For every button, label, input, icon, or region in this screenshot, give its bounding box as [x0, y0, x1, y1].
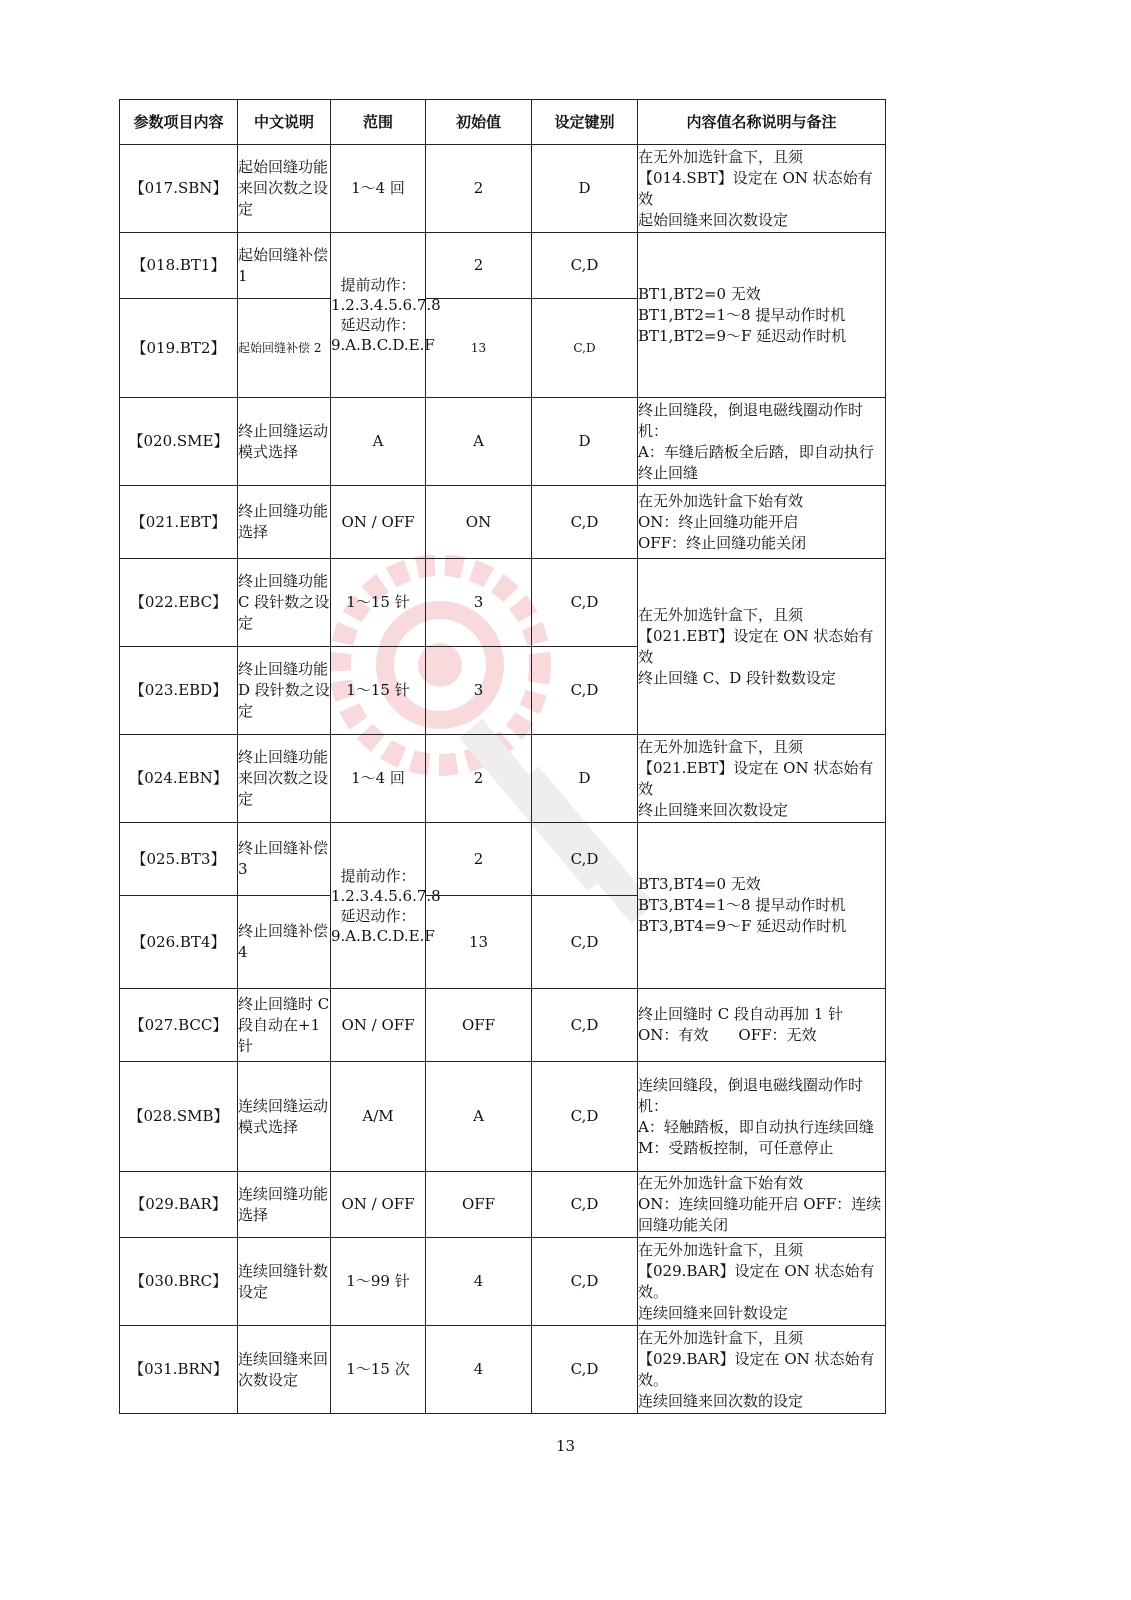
param-key: C,D — [532, 299, 638, 398]
param-range: ON / OFF — [331, 989, 426, 1062]
param-range: 提前动作：1.2.3.4.5.6.7.8 延迟动作：9.A.B.C.D.E.F — [331, 823, 426, 989]
param-init: ON — [426, 486, 532, 559]
header-desc: 中文说明 — [238, 100, 331, 145]
param-key: C,D — [532, 1238, 638, 1326]
param-init: 4 — [426, 1238, 532, 1326]
param-init: 3 — [426, 647, 532, 735]
param-init: 2 — [426, 145, 532, 233]
param-desc: 终止回缝功能 D 段针数之设定 — [238, 647, 331, 735]
param-desc: 连续回缝来回次数设定 — [238, 1326, 331, 1414]
param-key: C,D — [532, 989, 638, 1062]
table-row — [120, 735, 886, 823]
header-key: 设定键别 — [532, 100, 638, 145]
param-code: 【024.EBN】 — [120, 735, 238, 823]
param-key: C,D — [532, 896, 638, 989]
param-range: 1～15 针 — [331, 559, 426, 647]
param-code: 【028.SMB】 — [120, 1062, 238, 1172]
param-desc: 连续回缝针数设定 — [238, 1238, 331, 1326]
param-code: 【023.EBD】 — [120, 647, 238, 735]
param-range: 1～4 回 — [331, 735, 426, 823]
parameter-table — [119, 99, 886, 1414]
table-row — [120, 559, 886, 647]
param-range: 1～15 次 — [331, 1326, 426, 1414]
param-desc: 终止回缝运动模式选择 — [238, 398, 331, 486]
param-range: A — [331, 398, 426, 486]
param-code: 【030.BRC】 — [120, 1238, 238, 1326]
table-row — [120, 486, 886, 559]
table-row — [120, 398, 886, 486]
param-init: A — [426, 398, 532, 486]
table-row — [120, 1238, 886, 1326]
param-desc: 终止回缝补偿 4 — [238, 896, 331, 989]
param-key: C,D — [532, 647, 638, 735]
param-note: 在无外加选针盒下，且须【029.BAR】设定在 ON 状态始有效。 连续回缝来回次数的设定 — [638, 1326, 886, 1414]
param-desc: 起始回缝补偿 1 — [238, 233, 331, 299]
param-desc: 终止回缝功能 C 段针数之设定 — [238, 559, 331, 647]
param-note: BT3,BT4=0 无效 BT3,BT4=1～8 提早动作时机 BT3,BT4=9～F 延迟动作时机 — [638, 823, 886, 989]
param-desc: 终止回缝功能来回次数之设定 — [238, 735, 331, 823]
param-code: 【029.BAR】 — [120, 1172, 238, 1238]
param-key: C,D — [532, 823, 638, 896]
param-code: 【020.SME】 — [120, 398, 238, 486]
param-note: BT1,BT2=0 无效 BT1,BT2=1～8 提早动作时机 BT1,BT2=9～F 延迟动作时机 — [638, 233, 886, 398]
param-note: 在无外加选针盒下，且须【014.SBT】设定在 ON 状态始有效 起始回缝来回次数设定 — [638, 145, 886, 233]
param-init: 2 — [426, 233, 532, 299]
param-init: 13 — [426, 299, 532, 398]
param-init: 3 — [426, 559, 532, 647]
param-init: 13 — [426, 896, 532, 989]
param-note: 在无外加选针盒下，且须【029.BAR】设定在 ON 状态始有效。 连续回缝来回针数设定 — [638, 1238, 886, 1326]
param-key: C,D — [532, 559, 638, 647]
param-desc: 终止回缝时 C 段自动在+1 针 — [238, 989, 331, 1062]
param-code: 【025.BT3】 — [120, 823, 238, 896]
param-init: OFF — [426, 1172, 532, 1238]
param-desc: 终止回缝功能选择 — [238, 486, 331, 559]
param-init: 2 — [426, 823, 532, 896]
header-note: 内容值名称说明与备注 — [638, 100, 886, 145]
param-code: 【017.SBN】 — [120, 145, 238, 233]
param-note: 在无外加选针盒下，且须【021.EBT】设定在 ON 状态始有效 终止回缝来回次数设定 — [638, 735, 886, 823]
param-code: 【031.BRN】 — [120, 1326, 238, 1414]
param-code: 【027.BCC】 — [120, 989, 238, 1062]
table-row — [120, 1326, 886, 1414]
param-desc: 连续回缝功能选择 — [238, 1172, 331, 1238]
table-row — [120, 233, 886, 299]
param-range: 1～15 针 — [331, 647, 426, 735]
param-code: 【018.BT1】 — [120, 233, 238, 299]
param-desc: 起始回缝功能来回次数之设定 — [238, 145, 331, 233]
param-note: 在无外加选针盒下，且须【021.EBT】设定在 ON 状态始有效 终止回缝 C、D 段针数数设定 — [638, 559, 886, 735]
param-range: ON / OFF — [331, 1172, 426, 1238]
param-key: D — [532, 398, 638, 486]
header-range: 范围 — [331, 100, 426, 145]
param-note: 连续回缝段，倒退电磁线圈动作时机： A：轻触踏板，即自动执行连续回缝 M：受踏板控制，可任意停止 — [638, 1062, 886, 1172]
param-desc: 起始回缝补偿 2 — [238, 299, 331, 398]
param-desc: 终止回缝补偿 3 — [238, 823, 331, 896]
param-note: 终止回缝段，倒退电磁线圈动作时机： A：车缝后踏板全后踏，即自动执行终止回缝 — [638, 398, 886, 486]
param-key: C,D — [532, 486, 638, 559]
param-range: 1～4 回 — [331, 145, 426, 233]
param-init: 4 — [426, 1326, 532, 1414]
param-code: 【026.BT4】 — [120, 896, 238, 989]
param-note: 在无外加选针盒下始有效 ON：终止回缝功能开启 OFF：终止回缝功能关闭 — [638, 486, 886, 559]
param-range: 提前动作：1.2.3.4.5.6.7.8 延迟动作：9.A.B.C.D.E.F — [331, 233, 426, 398]
param-key: C,D — [532, 1326, 638, 1414]
param-init: OFF — [426, 989, 532, 1062]
table-row — [120, 1172, 886, 1238]
param-desc: 连续回缝运动模式选择 — [238, 1062, 331, 1172]
param-note: 在无外加选针盒下始有效 ON：连续回缝功能开启 OFF：连续回缝功能关闭 — [638, 1172, 886, 1238]
header-param: 参数项目内容 — [120, 100, 238, 145]
param-code: 【019.BT2】 — [120, 299, 238, 398]
param-note: 终止回缝时 C 段自动再加 1 针 ON：有效 OFF：无效 — [638, 989, 886, 1062]
param-key: C,D — [532, 1062, 638, 1172]
param-code: 【021.EBT】 — [120, 486, 238, 559]
table-row — [120, 145, 886, 233]
table-header-row — [120, 100, 886, 145]
param-key: D — [532, 735, 638, 823]
table-row — [120, 1062, 886, 1172]
param-range: A/M — [331, 1062, 426, 1172]
param-range: 1～99 针 — [331, 1238, 426, 1326]
table-row — [120, 989, 886, 1062]
param-key: C,D — [532, 233, 638, 299]
param-key: C,D — [532, 1172, 638, 1238]
header-init: 初始值 — [426, 100, 532, 145]
param-init: 2 — [426, 735, 532, 823]
page-number: 13 — [555, 1437, 576, 1455]
table-row — [120, 823, 886, 896]
param-code: 【022.EBC】 — [120, 559, 238, 647]
param-init: A — [426, 1062, 532, 1172]
param-key: D — [532, 145, 638, 233]
param-range: ON / OFF — [331, 486, 426, 559]
